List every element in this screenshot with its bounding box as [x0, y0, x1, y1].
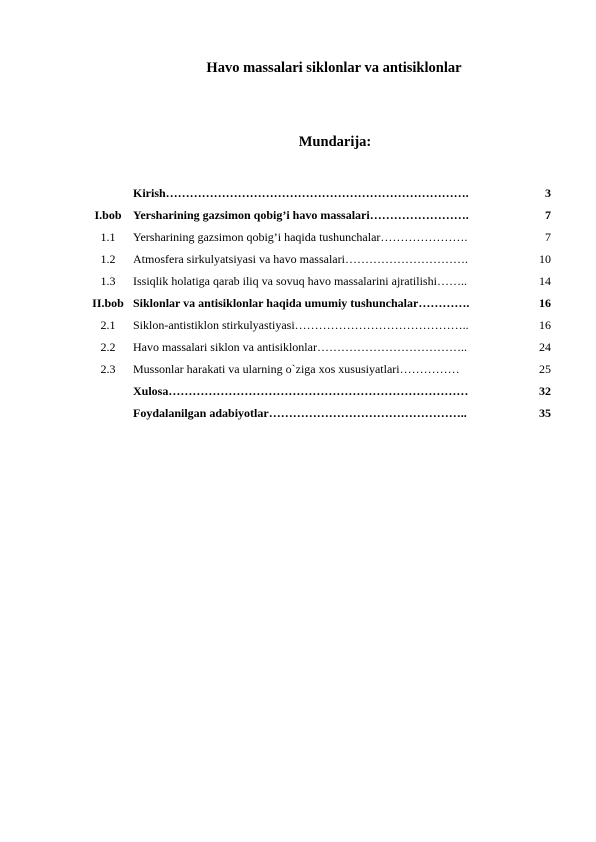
toc-entry-title: Foydalanilgan adabiyotlar…………………………………………..	[133, 406, 467, 420]
toc-entry-page: 3	[545, 186, 551, 200]
toc-entry-1-2	[83, 248, 563, 270]
toc-entry-number: 2.2	[100, 340, 116, 354]
document-title: Havo massalari siklonlar va antisiklonlar	[206, 60, 462, 76]
toc-entry-title: Kirish………………………………………………………………….	[133, 186, 469, 200]
table-of-contents	[83, 182, 563, 424]
toc-entry-2-1	[83, 314, 563, 336]
toc-entry-conclusion	[83, 380, 563, 402]
toc-entry-page: 14	[539, 274, 551, 288]
toc-entry-title: Yersharining gazsimon qobig’i haqida tushunchalar………………….	[133, 230, 468, 244]
toc-entry-number: I.bob	[94, 208, 122, 222]
toc-entry-title: Atmosfera sirkulyatsiyasi va havo massalari………………………….	[133, 252, 468, 266]
toc-entry-2-2	[83, 336, 563, 358]
toc-entry-page: 32	[539, 384, 551, 398]
toc-entry-page: 16	[539, 318, 551, 332]
toc-entry-references	[83, 402, 563, 424]
toc-entry-chapter-1	[83, 204, 563, 226]
toc-entry-page: 7	[545, 230, 551, 244]
toc-heading: Mundarija:	[298, 134, 372, 150]
toc-entry-1-3	[83, 270, 563, 292]
toc-entry-page: 24	[539, 340, 551, 354]
toc-entry-number: 1.1	[100, 230, 116, 244]
toc-entry-title: Mussonlar harakati va ularning o`ziga xos xususiyatlari……………	[133, 362, 460, 376]
toc-entry-title: Issiqlik holatiga qarab iliq va sovuq havo massalarini ajratilishi……..	[133, 274, 467, 288]
toc-entry-page: 7	[545, 208, 551, 222]
toc-entry-title: Havo massalari siklon va antisiklonlar………………………………..	[133, 340, 467, 354]
toc-entry-number: 1.2	[100, 252, 116, 266]
toc-entry-title: Yersharining gazsimon qobig’i havo massalari…………………….	[133, 208, 469, 222]
toc-entry-page: 16	[539, 296, 551, 310]
toc-entry-number: 2.3	[100, 362, 116, 376]
toc-entry-chapter-2	[83, 292, 563, 314]
toc-entry-page: 35	[539, 406, 551, 420]
toc-entry-1-1	[83, 226, 563, 248]
toc-entry-introduction	[83, 182, 563, 204]
toc-entry-page: 10	[539, 252, 551, 266]
toc-entry-title: Xulosa…………………………………………………………………	[133, 384, 469, 398]
toc-entry-title: Siklonlar va antisiklonlar haqida umumiy tushunchalar………….	[133, 296, 470, 310]
toc-entry-2-3	[83, 358, 563, 380]
toc-entry-title: Siklon-antistiklon stirkulyastiyasi……………………………………..	[133, 318, 469, 332]
toc-entry-page: 25	[539, 362, 551, 376]
toc-entry-number: II.bob	[92, 296, 124, 310]
toc-entry-number: 2.1	[100, 318, 116, 332]
toc-entry-number: 1.3	[100, 274, 116, 288]
